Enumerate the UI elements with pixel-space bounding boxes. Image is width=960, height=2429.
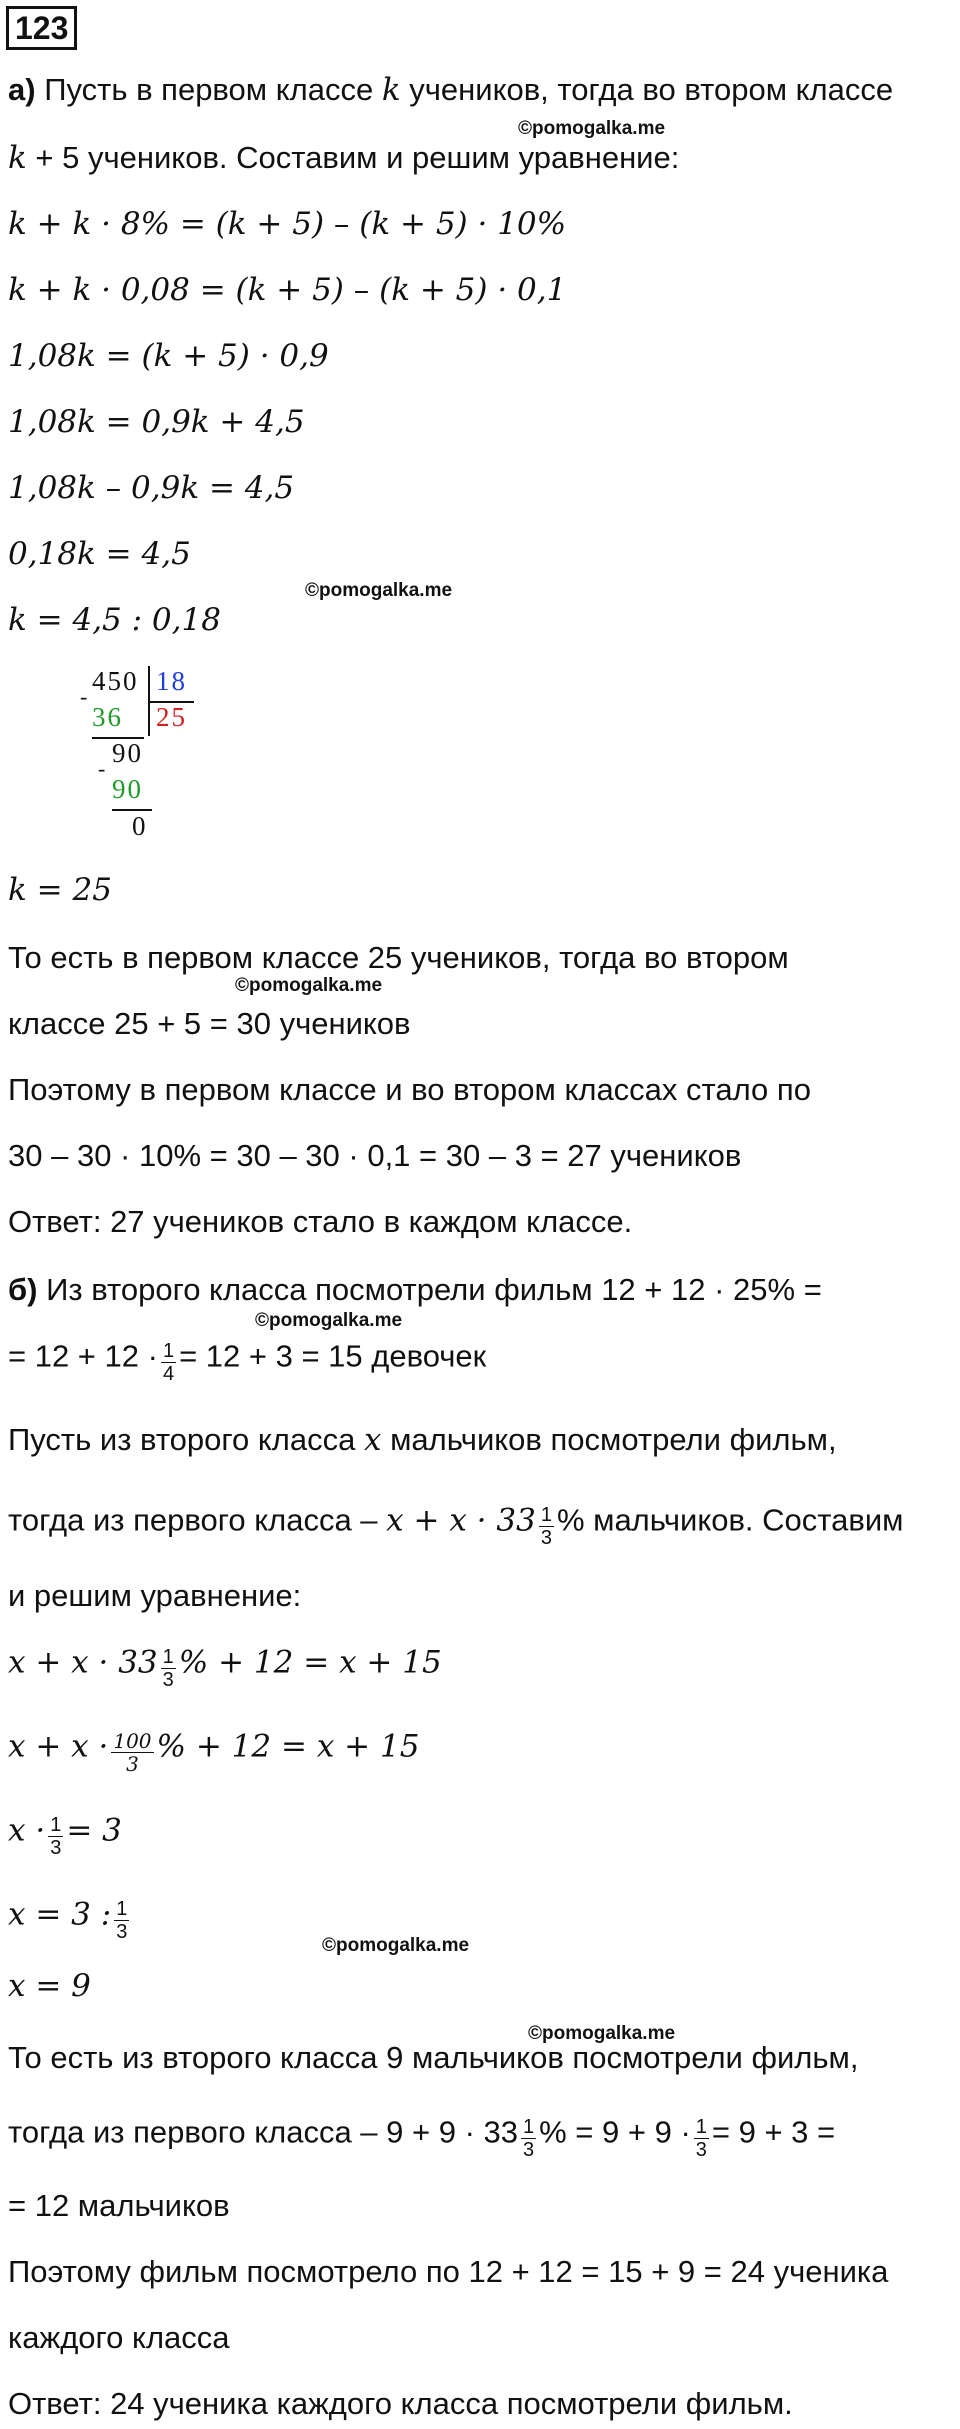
division-remainder-2: 0	[132, 811, 148, 841]
fraction-numerator: 1	[523, 2116, 535, 2138]
division-remainder-1: 90	[112, 738, 143, 768]
part-b-equation-5: x = 9	[8, 1968, 91, 2004]
part-b-text-5: каждого класса	[8, 2320, 230, 2355]
part-b-eq-3-a: x ·	[8, 1812, 46, 1849]
part-a-equation-6: 0,18k = 4,5	[8, 536, 191, 572]
part-b-equation-2	[8, 1726, 420, 1776]
part-b-line-2-b: = 12 + 3 = 15 девочек	[179, 1338, 487, 1374]
fraction-hundred-thirds	[111, 1730, 153, 1775]
part-a-intro2-text: + 5 учеников. Составим и решим уравнение:	[26, 140, 680, 175]
division-subtrahend-1: 36	[92, 702, 123, 732]
part-a-equation-7: k = 4,5 : 0,18	[8, 602, 221, 638]
part-b-text-2	[8, 2112, 836, 2161]
part-a-text-4: 30 – 30 · 10% = 30 – 30 · 0,1 = 30 – 3 = 27 учеников	[8, 1138, 742, 1173]
fraction-denominator: 3	[50, 1837, 62, 1859]
part-b-line-3-a: Пусть из второго класса	[8, 1422, 364, 1457]
part-a-intro-line-1	[8, 70, 893, 110]
watermark: ©pomogalka.me	[322, 1935, 470, 1956]
part-b-line-3-var: x	[363, 1422, 382, 1458]
part-b-equation-3	[8, 1810, 122, 1859]
division-subtrahend-2: 90	[112, 774, 143, 804]
part-b-eq-2-b: % + 12 = x + 15	[156, 1728, 420, 1765]
part-b-equation-1	[8, 1642, 442, 1691]
fraction-denominator: 3	[116, 1921, 128, 1943]
part-b-text-2-c: = 9 + 3 =	[711, 2114, 836, 2150]
part-a-text-1: То есть в первом классе 25 учеников, тогда во втором	[8, 940, 789, 975]
part-b-eq-3-b: = 3	[66, 1812, 122, 1849]
part-a-text-3: Поэтому в первом классе и во втором классах стало по	[8, 1072, 811, 1107]
fraction-denominator: 3	[695, 2139, 707, 2161]
part-a-intro-text: Пусть в первом классе	[35, 72, 382, 107]
part-a-equation-4: 1,08k = 0,9k + 4,5	[8, 404, 305, 440]
part-a-equation-2: k + k · 0,08 = (k + 5) – (k + 5) · 0,1	[8, 272, 567, 308]
part-b-line-4-expr: x + x · 33	[386, 1502, 536, 1539]
fraction-numerator: 1	[162, 1646, 174, 1668]
watermark: ©pomogalka.me	[305, 580, 453, 601]
watermark: ©pomogalka.me	[518, 118, 666, 139]
part-b-text-4: Поэтому фильм посмотрело по 12 + 12 = 15 + 9 = 24 ученика	[8, 2254, 889, 2289]
fraction-one-third	[161, 1646, 176, 1691]
fraction-numerator: 100	[113, 1729, 152, 1753]
part-b-eq-2-a: x + x ·	[8, 1728, 109, 1765]
fraction-one-quarter	[161, 1340, 176, 1385]
fraction-numerator: 1	[162, 1340, 175, 1362]
division-minus-1: -	[80, 684, 90, 709]
part-a-text-2: классе 25 + 5 = 30 учеников	[8, 1006, 411, 1041]
part-b-eq-4-a: x = 3 :	[8, 1896, 112, 1933]
fraction-denominator: 3	[523, 2139, 535, 2161]
part-a-answer: Ответ: 27 учеников стало в каждом классе.	[8, 1204, 633, 1239]
part-b-equation-4	[8, 1894, 132, 1943]
fraction-denominator: 3	[126, 1752, 139, 1776]
fraction-one-third	[521, 2116, 536, 2161]
part-b-line-4-a: тогда из первого класса –	[8, 1502, 387, 1538]
part-b-eq-1-a: x + x · 33	[8, 1644, 158, 1681]
fraction-numerator: 1	[116, 1898, 128, 1920]
part-a-label: а)	[8, 72, 36, 107]
part-b-answer: Ответ: 24 ученика каждого класса посмотрели фильм.	[8, 2386, 793, 2421]
part-a-equation-5: 1,08k – 0,9k = 4,5	[8, 470, 295, 506]
fraction-denominator: 3	[540, 1527, 552, 1549]
fraction-one-third	[114, 1898, 129, 1943]
part-b-line-2	[8, 1336, 487, 1385]
part-b-line-4-b: % мальчиков. Составим	[556, 1502, 904, 1538]
fraction-numerator: 1	[540, 1504, 552, 1526]
part-a-intro2-var: k	[8, 140, 27, 176]
part-b-line-1-text: Из второго класса посмотрели фильм 12 + 12 · 25% =	[37, 1272, 822, 1307]
part-b-line-4	[8, 1500, 904, 1549]
fraction-one-third	[539, 1504, 554, 1549]
problem-number: 123	[6, 6, 77, 50]
part-b-line-3-b: мальчиков посмотрели фильм,	[381, 1422, 837, 1457]
fraction-denominator: 3	[162, 1669, 174, 1691]
part-a-intro-text-end: учеников, тогда во втором классе	[400, 72, 894, 107]
fraction-numerator: 1	[695, 2116, 707, 2138]
part-b-line-2-a: = 12 + 12 ·	[8, 1338, 158, 1374]
watermark: ©pomogalka.me	[528, 2023, 676, 2044]
part-a-intro-var: k	[381, 72, 401, 108]
division-quotient: 25	[156, 702, 187, 732]
division-minus-2: -	[98, 756, 108, 781]
part-b-text-2-a: тогда из первого класса – 9 + 9 · 33	[8, 2114, 518, 2150]
fraction-one-third	[694, 2116, 709, 2161]
division-divisor: 18	[156, 666, 187, 696]
watermark: ©pomogalka.me	[255, 1310, 403, 1331]
division-dividend: 450	[92, 666, 139, 696]
part-b-line-5: и решим уравнение:	[8, 1578, 302, 1613]
part-b-text-3: = 12 мальчиков	[8, 2188, 230, 2223]
part-b-text-2-b: % = 9 + 9 ·	[539, 2114, 691, 2150]
part-a-equation-3: 1,08k = (k + 5) · 0,9	[8, 338, 329, 374]
part-a-intro-line-2	[8, 138, 679, 178]
watermark: ©pomogalka.me	[235, 975, 383, 996]
part-b-line-3	[8, 1420, 837, 1460]
part-b-text-1: То есть из второго класса 9 мальчиков посмотрели фильм,	[8, 2040, 859, 2075]
part-b-label: б)	[8, 1272, 38, 1307]
part-b-line-1	[8, 1270, 822, 1310]
part-a-equation-1: k + k · 8% = (k + 5) – (k + 5) · 10%	[8, 206, 567, 242]
fraction-numerator: 1	[50, 1814, 62, 1836]
part-a-equation-8: k = 25	[8, 872, 112, 908]
fraction-denominator: 4	[162, 1363, 175, 1385]
part-b-eq-1-b: % + 12 = x + 15	[178, 1644, 442, 1681]
fraction-one-third	[48, 1814, 63, 1859]
